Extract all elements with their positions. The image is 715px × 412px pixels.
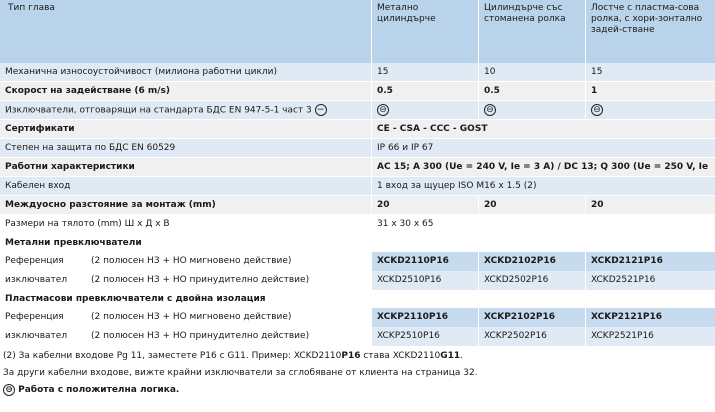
header-metal-plunger: Метално цилиндърче — [372, 0, 479, 63]
footnote-text: става XCKD2110 — [360, 351, 441, 361]
row-value: 15 — [372, 63, 479, 82]
row-label: Работни характеристики — [0, 158, 372, 177]
switch-description: (2 полюсен НЗ + НО принудително действие) — [91, 331, 310, 341]
reference-word: Референция — [5, 256, 64, 266]
table-row — [0, 63, 715, 82]
row-value — [586, 101, 715, 120]
header-plastic-roller-lever: Лостче с пластма-сова ролка, с хори-зонтално задей-стване — [586, 0, 715, 63]
footnote-text: (2) За кабелни входове Pg 11, заместете P16 с G11. Пример: XCKD2110 — [3, 351, 342, 361]
switch-word: изключвател — [5, 275, 68, 285]
positive-logic-icon: ⊖ — [3, 384, 15, 396]
row-value: 0.5 — [372, 82, 479, 101]
table-row — [0, 196, 715, 215]
table-row — [0, 271, 715, 290]
section-plastic-switches — [0, 290, 715, 308]
section-title: Метални превключватели — [0, 234, 715, 253]
header-steel-roller: Цилиндърче със стоманена ролка — [479, 0, 586, 63]
part-number: XCKP2121P16 — [586, 308, 715, 327]
part-number: XCKD2110P16 — [372, 252, 479, 271]
footnote-bold: G11 — [440, 351, 461, 361]
part-number: XCKD2121P16 — [586, 252, 715, 271]
reference-label — [0, 308, 372, 327]
table-row — [0, 101, 715, 120]
footnote-positive-logic — [3, 382, 687, 399]
row-label: Сертификати — [0, 120, 372, 139]
table-row — [0, 139, 715, 158]
reference-description: (2 полюсен НЗ + НО мигновено действие) — [91, 256, 292, 266]
row-value-span: IP 66 и IP 67 — [372, 139, 715, 158]
part-number: XCKD2502P16 — [479, 271, 586, 290]
positive-logic-icon: ⊖ — [591, 104, 603, 116]
table-row — [0, 177, 715, 196]
switch-label — [0, 327, 372, 346]
footnote-cable-entry — [3, 348, 687, 365]
switch-word: изключвател — [5, 331, 68, 341]
row-label: Междуосно разстояние за монтаж (mm) — [0, 196, 372, 215]
footnote-text: Работа с положителна логика. — [18, 385, 180, 395]
row-label: Кабелен вход — [0, 177, 372, 196]
footnote-text: . — [460, 351, 464, 361]
table-row — [0, 158, 715, 177]
row-value: 20 — [479, 196, 586, 215]
row-value — [479, 101, 586, 120]
positive-logic-icon: ⊖ — [377, 104, 389, 116]
section-title: Пластмасови превключватели с двойна изолация — [0, 290, 715, 308]
row-value-span: CE - CSA - CCC - GOST — [372, 120, 715, 139]
table-header — [0, 0, 715, 63]
table-row — [0, 327, 715, 346]
table-row — [0, 215, 715, 234]
row-value — [372, 101, 479, 120]
row-label: Скорост на задействане (6 m/s) — [0, 82, 372, 101]
switch-description: (2 полюсен НЗ + НО принудително действие) — [91, 275, 310, 285]
row-value: 15 — [586, 63, 715, 82]
row-value: 20 — [372, 196, 479, 215]
row-label — [0, 101, 372, 120]
part-number: XCKD2510P16 — [372, 271, 479, 290]
part-number: XCKP2521P16 — [586, 327, 715, 346]
row-value: 0.5 — [479, 82, 586, 101]
row-value: 1 — [586, 82, 715, 101]
footnotes — [3, 348, 687, 399]
reference-description: (2 полюсен НЗ + НО мигновено действие) — [91, 312, 292, 322]
footnote-bold: P16 — [341, 351, 361, 361]
row-label-text: Изключватели, отговарящи на стандарта БДС EN 947-5-1 част 3 — [5, 105, 312, 116]
row-value: 20 — [586, 196, 715, 215]
row-label: Механична износоустойчивост (милиона работни цикли) — [0, 63, 372, 82]
row-label: Степен на защита по БДС EN 60529 — [0, 139, 372, 158]
part-number: XCKD2521P16 — [586, 271, 715, 290]
table-row — [0, 252, 715, 271]
part-number: XCKP2102P16 — [479, 308, 586, 327]
row-value: 10 — [479, 63, 586, 82]
positive-logic-icon: − — [315, 104, 327, 116]
table-row — [0, 82, 715, 101]
positive-logic-icon: ⊖ — [484, 104, 496, 116]
part-number: XCKD2102P16 — [479, 252, 586, 271]
header-type: Тип глава — [0, 0, 372, 63]
part-number: XCKP2510P16 — [372, 327, 479, 346]
row-value-span: 31 x 30 x 65 — [372, 215, 715, 234]
switch-label — [0, 271, 372, 290]
row-value-span: 1 вход за щуцер ISO M16 x 1.5 (2) — [372, 177, 715, 196]
part-number: XCKP2502P16 — [479, 327, 586, 346]
part-number: XCKP2110P16 — [372, 308, 479, 327]
reference-word: Референция — [5, 312, 64, 322]
table-row — [0, 308, 715, 327]
table-row — [0, 120, 715, 139]
row-value-span: AC 15; A 300 (Ue = 240 V, Ie = 3 A) / DC 13; Q 300 (Ue = 250 V, Ie — [372, 158, 715, 177]
reference-label — [0, 252, 372, 271]
footnote-other-entries: За други кабелни входове, вижте крайни изключватели за сглобяване от клиента на страница 32. — [3, 368, 478, 378]
row-label: Размери на тялото (mm) Ш х Д х В — [0, 215, 372, 234]
section-metal-switches — [0, 234, 715, 253]
